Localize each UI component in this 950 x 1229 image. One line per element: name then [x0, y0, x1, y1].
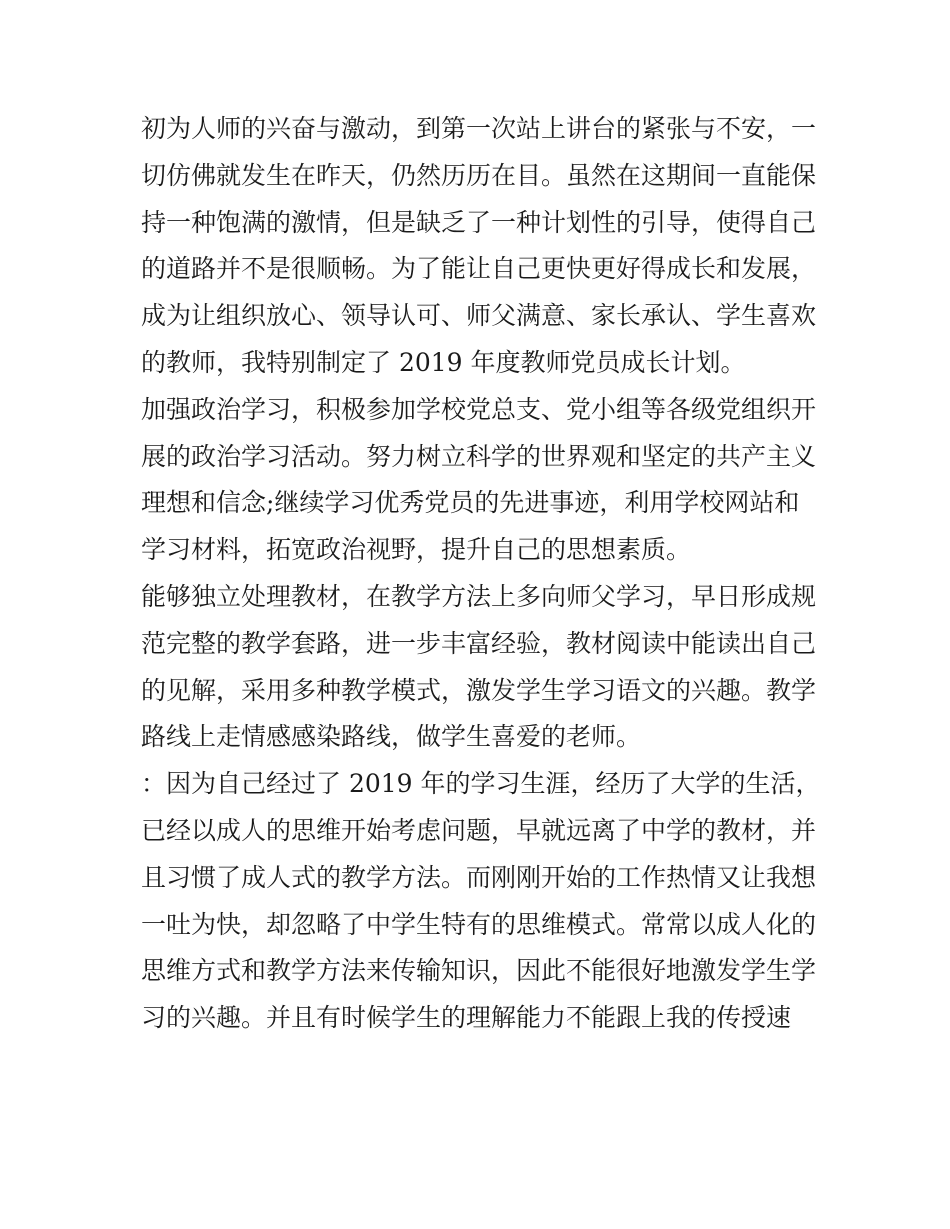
- text-line-6: 的教师，我特别制定了 2019 年度教师党员成长计划。: [141, 347, 746, 377]
- text-line-20: 习的兴趣。并且有时候学生的理解能力不能跟上我的传授速: [141, 1003, 792, 1033]
- text-line-16: 已经以成人的思维开始考虑问题，早就远离了中学的教材，并: [141, 815, 817, 845]
- text-line-15: ：因为自己经过了 2019 年的学习生涯，经历了大学的生活，: [141, 769, 821, 799]
- text-line-8: 展的政治学习活动。努力树立科学的世界观和坚定的共产主义: [141, 441, 817, 471]
- text-line-14: 路线上走情感感染路线，做学生喜爱的老师。: [141, 722, 642, 752]
- text-line-2: 切仿佛就发生在昨天，仍然历历在目。虽然在这期间一直能保: [141, 160, 817, 190]
- text-line-1: 初为人师的兴奋与激动，到第一次站上讲台的紧张与不安，一: [141, 114, 817, 143]
- text-line-9: 理想和信念;继续学习优秀党员的先进事迹，利用学校网站和: [141, 488, 800, 518]
- text-line-13: 的见解，采用多种教学模式，激发学生学习语文的兴趣。教学: [141, 675, 817, 705]
- text-line-3: 持一种饱满的激情，但是缺乏了一种计划性的引导，使得自己: [141, 207, 817, 237]
- text-line-12: 范完整的教学套路，进一步丰富经验，教材阅读中能读出自己: [141, 628, 817, 658]
- text-line-7: 加强政治学习，积极参加学校党总支、党小组等各级党组织开: [141, 394, 817, 424]
- text-line-4: 的道路并不是很顺畅。为了能让自己更快更好得成长和发展，: [141, 254, 817, 284]
- body-text: [141, 106, 821, 1042]
- text-line-18: 一吐为快，却忽略了中学生特有的思维模式。常常以成人化的: [141, 909, 817, 939]
- text-line-17: 且习惯了成人式的教学方法。而刚刚开始的工作热情又让我想: [141, 862, 817, 892]
- text-line-19: 思维方式和教学方法来传输知识，因此不能很好地激发学生学: [141, 956, 817, 986]
- text-line-10: 学习材料，拓宽政治视野，提升自己的思想素质。: [141, 535, 692, 565]
- text-line-11: 能够独立处理教材，在教学方法上多向师父学习，早日形成规: [141, 581, 817, 611]
- text-line-5: 成为让组织放心、领导认可、师父满意、家长承认、学生喜欢: [141, 301, 817, 331]
